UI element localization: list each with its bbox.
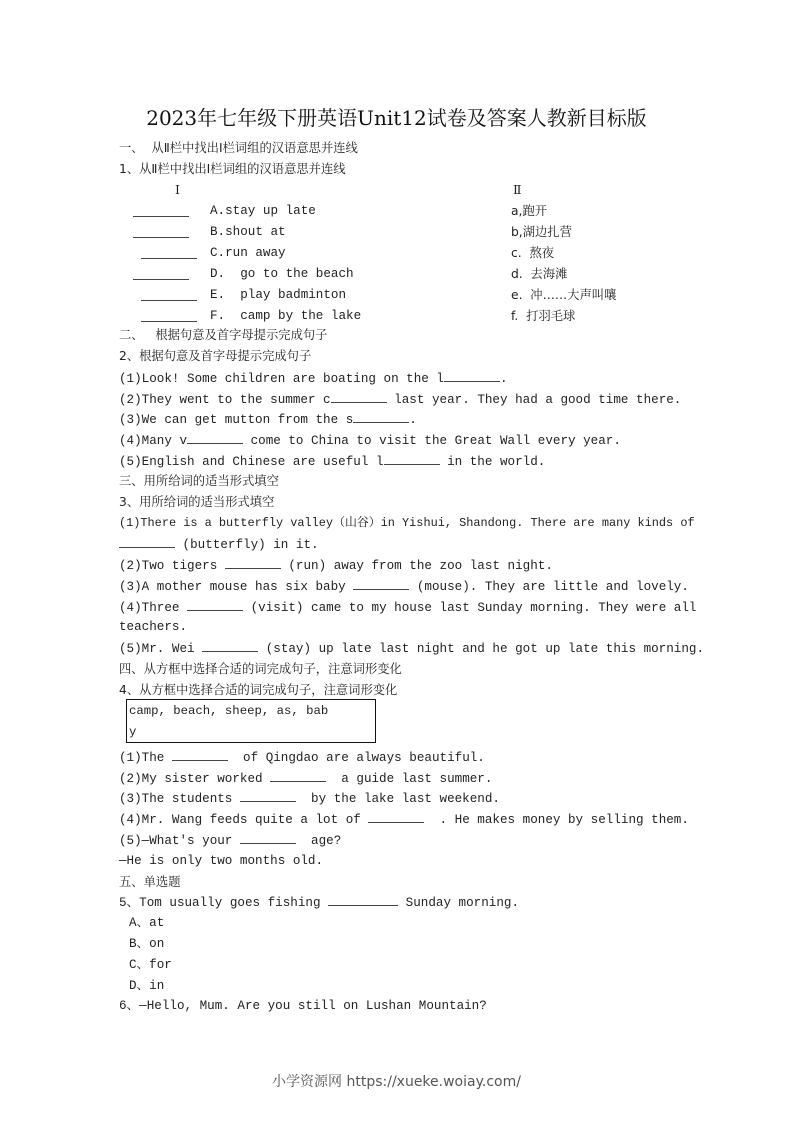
sentence-text: a guide last summer. (326, 772, 493, 786)
sentence-text: last year. They had a good time there. (386, 393, 682, 407)
question-6: 6、—Hello, Mum. Are you still on Lushan Mountain? (119, 999, 487, 1013)
match-meaning: e. 冲……大声叫嚷 (511, 288, 617, 302)
answer-blank[interactable] (270, 770, 326, 782)
sentence-text: (3)We can get mutton from the s (119, 413, 354, 427)
fill-sentence (119, 599, 696, 616)
fill-sentence (119, 790, 500, 807)
sentence-text: (5)English and Chinese are useful l (119, 455, 384, 469)
word-bank-row: camp, beach, sheep, as, bab (129, 704, 329, 718)
sentence-text: (2)My sister worked (119, 772, 271, 786)
sentence-text: (stay) up late last night and he got up late this morning. (258, 642, 705, 656)
answer-blank[interactable] (187, 599, 243, 611)
question-text: Sunday morning. (398, 896, 520, 910)
sentence-text: (1)Look! Some children are boating on the l (119, 372, 444, 386)
answer-blank[interactable] (202, 640, 258, 652)
fill-sentence (119, 557, 553, 574)
match-meaning: a,跑开 (511, 204, 548, 218)
match-item: B.shout at (210, 225, 286, 239)
match-item: F. camp by the lake (210, 309, 362, 323)
fill-sentence (119, 811, 689, 828)
match-blank[interactable] (133, 278, 189, 280)
question-3-prompt: 3、用所给词的适当形式填空 (119, 495, 275, 509)
sentence-text: of Qingdao are always beautiful. (227, 751, 485, 765)
fill-sentence (119, 432, 621, 449)
sentence-text: . (499, 372, 508, 386)
option-c[interactable]: C、for (129, 958, 172, 972)
answer-blank[interactable] (240, 832, 296, 844)
match-meaning: d. 去海滩 (511, 267, 568, 281)
section-3-heading: 三、用所给词的适当形式填空 (119, 474, 279, 488)
sentence-text: (4)Many v (119, 434, 188, 448)
dialogue-reply (119, 853, 323, 869)
word-bank-box (126, 699, 376, 743)
match-item: A.stay up late (210, 204, 316, 218)
match-meaning: b,湖边扎营 (511, 225, 572, 239)
section-1-heading: 一、 从Ⅱ栏中找出Ⅰ栏词组的汉语意思并连线 (119, 141, 358, 155)
sentence-text: (butterfly) in it. (175, 538, 319, 552)
fill-sentence (119, 578, 689, 595)
fill-sentence (119, 749, 485, 766)
sentence-text: (4)Mr. Wang feeds quite a lot of (119, 813, 369, 827)
sentence-text: —He is only two months old. (119, 854, 324, 868)
match-blank[interactable] (141, 299, 197, 301)
fill-sentence (119, 515, 695, 531)
sentence-text: (5)—What's your (119, 834, 240, 848)
sentence-text: by the lake last weekend. (295, 792, 500, 806)
match-item: D. go to the beach (210, 267, 354, 281)
sentence-text: (2)Two tigers (119, 559, 225, 573)
sentence-text: teachers. (119, 620, 188, 634)
fill-sentence (119, 453, 545, 470)
question-text: 5、Tom usually goes fishing (119, 896, 329, 910)
answer-blank[interactable] (444, 370, 500, 382)
answer-blank[interactable] (328, 894, 398, 906)
sentence-text: (run) away from the zoo last night. (280, 559, 553, 573)
answer-blank[interactable] (240, 790, 296, 802)
column-1-header: Ⅰ (175, 182, 180, 197)
section-4-heading: 四、从方框中选择合适的词完成句子，注意词形变化 (119, 662, 402, 676)
question-1-prompt: 1、从Ⅱ栏中找出Ⅰ栏词组的汉语意思并连线 (119, 162, 346, 176)
sentence-text: come to China to visit the Great Wall every year. (243, 434, 621, 448)
sentence-text: (3)The students (119, 792, 240, 806)
answer-blank[interactable] (331, 391, 387, 403)
answer-blank[interactable] (187, 432, 243, 444)
answer-blank[interactable] (172, 749, 228, 761)
match-item: C.run away (210, 246, 286, 260)
sentence-text: (1)There is a butterfly valley（山谷）in Yishui, Shandong. There are many kinds of (119, 516, 695, 530)
fill-sentence-continued (119, 536, 319, 553)
match-meaning: c. 熬夜 (511, 246, 555, 260)
match-blank[interactable] (141, 320, 197, 322)
sentence-text: (mouse). They are little and lovely. (409, 580, 689, 594)
answer-blank[interactable] (368, 811, 424, 823)
answer-blank[interactable] (353, 411, 409, 423)
sentence-text: (visit) came to my house last Sunday morning. They were all (243, 601, 697, 615)
option-b[interactable]: B、on (129, 937, 165, 951)
match-blank[interactable] (133, 236, 189, 238)
match-blank[interactable] (141, 257, 197, 259)
word-bank-row: y (129, 725, 137, 739)
section-5-heading: 五、单选题 (119, 875, 181, 889)
page-title: 2023年七年级下册英语Unit12试卷及答案人教新目标版 (146, 106, 647, 130)
option-a[interactable]: A、at (129, 916, 165, 930)
sentence-text: . (409, 413, 417, 427)
fill-sentence (119, 370, 508, 387)
section-2-heading: 二、 根据句意及首字母提示完成句子 (119, 328, 328, 342)
fill-sentence (119, 411, 417, 428)
sentence-text: (2)They went to the summer c (119, 393, 331, 407)
question-5 (119, 894, 519, 911)
answer-blank[interactable] (119, 536, 175, 548)
sentence-text: in the world. (439, 455, 546, 469)
sentence-text: (3)A mother mouse has six baby (119, 580, 354, 594)
match-meaning: f. 打羽毛球 (511, 309, 576, 323)
question-2-prompt: 2、根据句意及首字母提示完成句子 (119, 349, 312, 363)
sentence-text: (5)Mr. Wei (119, 642, 203, 656)
fill-sentence (119, 640, 704, 657)
column-2-header: Ⅱ (513, 182, 522, 197)
footer-watermark: 小学资源网 https://xueke.woiay.com/ (272, 1074, 521, 1090)
question-4-prompt: 4、从方框中选择合适的词完成句子，注意词形变化 (119, 683, 398, 697)
answer-blank[interactable] (225, 557, 281, 569)
fill-sentence-continued (119, 619, 187, 635)
sentence-text: (1)The (119, 751, 172, 765)
fill-sentence (119, 391, 681, 408)
sentence-text: age? (295, 834, 342, 848)
match-item: E. play badminton (210, 288, 347, 302)
sentence-text: . He makes money by selling them. (424, 813, 689, 827)
fill-sentence (119, 770, 492, 787)
fill-sentence (119, 832, 341, 849)
answer-blank[interactable] (353, 578, 409, 590)
sentence-text: (4)Three (119, 601, 188, 615)
answer-blank[interactable] (384, 453, 440, 465)
option-d[interactable]: D、in (129, 979, 165, 993)
match-blank[interactable] (133, 215, 189, 217)
